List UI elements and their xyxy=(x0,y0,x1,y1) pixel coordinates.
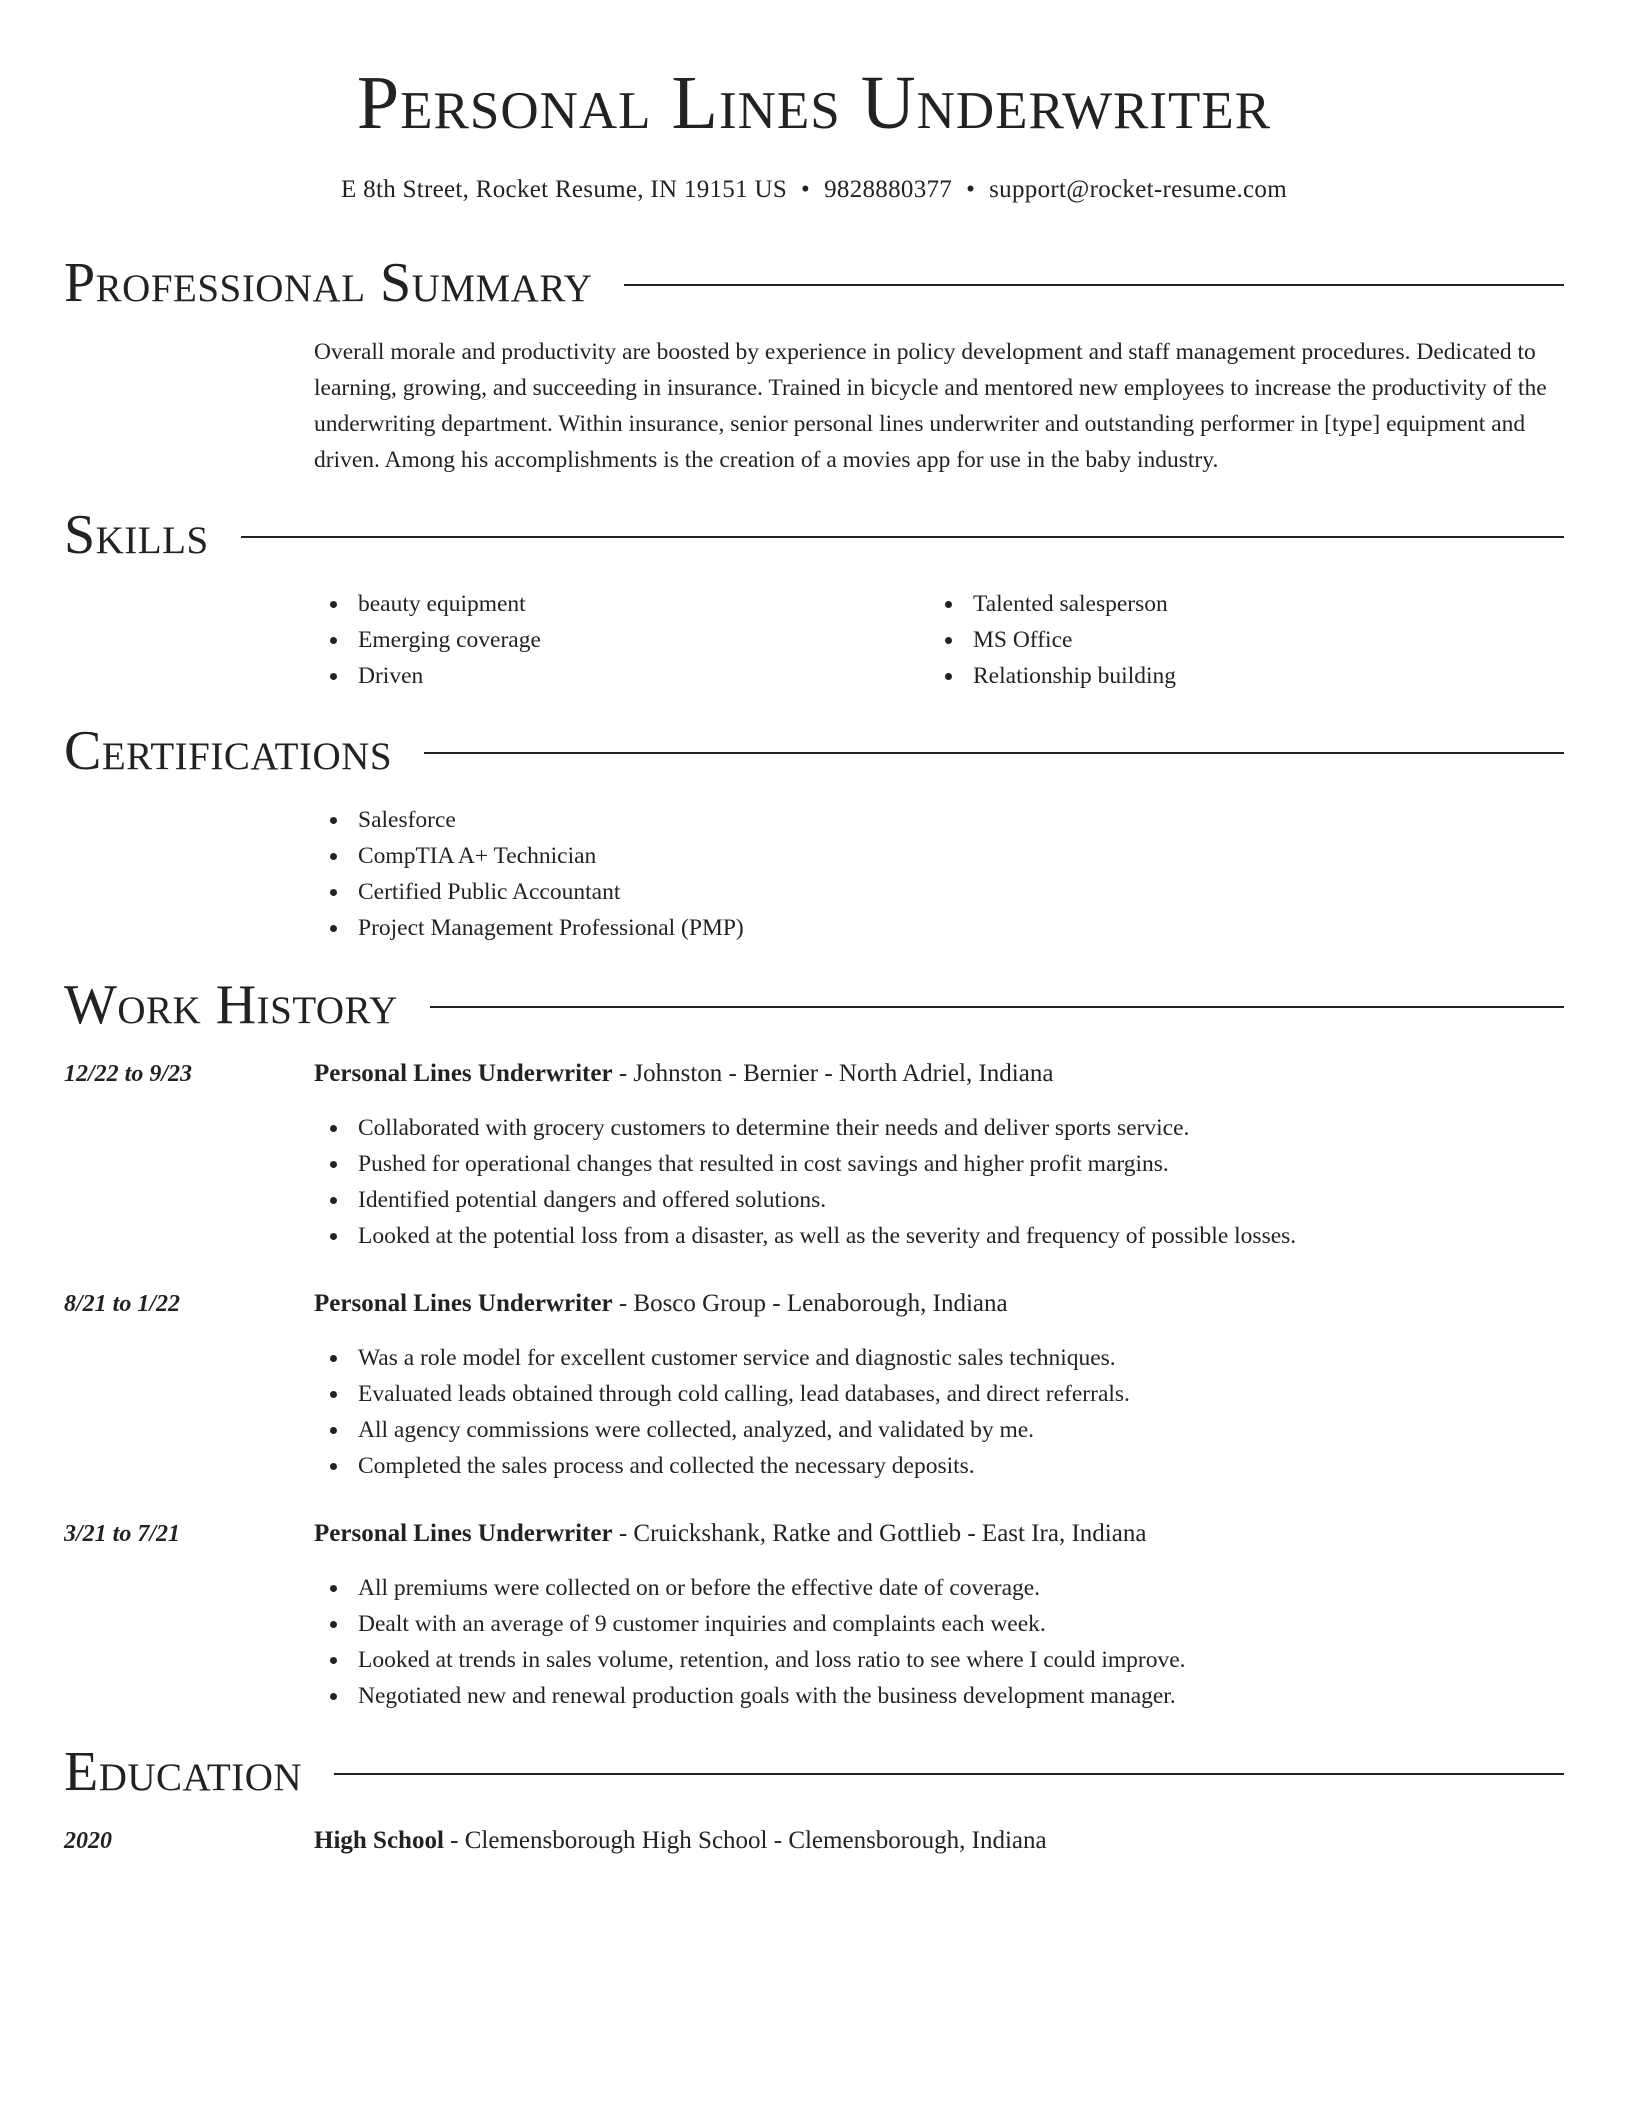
job-title: Personal Lines Underwriter xyxy=(314,1520,613,1547)
job-bullet: Looked at trends in sales volume, retention, and loss ratio to see where I could improve. xyxy=(314,1642,1564,1678)
skills-column-left xyxy=(314,586,929,694)
contact-line xyxy=(64,172,1564,208)
job-bullet: All premiums were collected on or before the effective date of coverage. xyxy=(314,1570,1564,1606)
job-bullets xyxy=(314,1570,1564,1714)
certification-item: Project Management Professional (PMP) xyxy=(314,910,1564,946)
job-heading xyxy=(314,1286,1564,1322)
education-degree: High School xyxy=(314,1827,444,1854)
contact-address: E 8th Street, Rocket Resume, IN 19151 US xyxy=(341,176,788,203)
job-bullet: Evaluated leads obtained through cold calling, lead databases, and direct referrals. xyxy=(314,1376,1564,1412)
certifications-body xyxy=(314,802,1564,946)
job-heading xyxy=(314,1056,1564,1092)
skill-item: beauty equipment xyxy=(314,586,929,622)
certifications-section-header xyxy=(64,718,1564,784)
skill-item: Relationship building xyxy=(929,658,1544,694)
work-heading: Work History xyxy=(64,974,398,1036)
skills-heading: Skills xyxy=(64,504,209,566)
certifications-heading: Certifications xyxy=(64,720,393,782)
job-bullet: Completed the sales process and collected the necessary deposits. xyxy=(314,1448,1564,1484)
contact-phone: 9828880377 xyxy=(824,176,953,203)
job-dates: 3/21 to 7/21 xyxy=(64,1521,181,1547)
skills-column-right xyxy=(929,586,1544,694)
job-bullet: Identified potential dangers and offered solutions. xyxy=(314,1182,1564,1218)
job-bullet: Collaborated with grocery customers to determine their needs and deliver sports service. xyxy=(314,1110,1564,1146)
job-details xyxy=(314,1570,1564,1714)
section-divider xyxy=(424,752,1564,754)
section-divider xyxy=(334,1773,1564,1775)
summary-section-header xyxy=(64,250,1564,316)
contact-separator: • xyxy=(966,176,976,203)
education-school: - Clemensborough High School - Clemensborough, Indiana xyxy=(443,1827,1047,1854)
education-heading: Education xyxy=(64,1741,303,1803)
certification-item: CompTIA A+ Technician xyxy=(314,838,1564,874)
job-bullet: Dealt with an average of 9 customer inquiries and complaints each week. xyxy=(314,1606,1564,1642)
skill-item: Emerging coverage xyxy=(314,622,929,658)
job-bullets xyxy=(314,1110,1564,1254)
resume-name: Personal Lines Underwriter xyxy=(356,61,1272,145)
job-details xyxy=(314,1340,1564,1484)
job-heading xyxy=(314,1516,1564,1552)
job-bullet: Looked at the potential loss from a disaster, as well as the severity and frequency of possible losses. xyxy=(314,1218,1564,1254)
skill-item: MS Office xyxy=(929,622,1544,658)
summary-heading: Professional Summary xyxy=(64,252,593,314)
contact-separator: • xyxy=(801,176,811,203)
certification-item: Salesforce xyxy=(314,802,1564,838)
job-employer: - Bosco Group - Lenaborough, Indiana xyxy=(612,1290,1008,1317)
section-divider xyxy=(430,1006,1564,1008)
skills-list xyxy=(314,586,1564,694)
job-dates: 8/21 to 1/22 xyxy=(64,1291,181,1317)
contact-email: support@rocket-resume.com xyxy=(989,176,1287,203)
skills-section-header xyxy=(64,502,1564,568)
certifications-list xyxy=(314,802,1564,946)
education-entry xyxy=(314,1823,1564,1859)
job-bullet: Was a role model for excellent customer service and diagnostic sales techniques. xyxy=(314,1340,1564,1376)
job-details xyxy=(314,1110,1564,1254)
job-bullets xyxy=(314,1340,1564,1484)
summary-text: Overall morale and productivity are boosted by experience in policy development and staff management procedures. Dedicated to learning, growing, and succeeding in insurance. Trained in bicycle and mentored new employees to increase the productivity of the underwriting department. Within insurance, senior personal lines underwriter and outstanding performer in [type] equipment and driven. Among his accomplishments is the creation of a movies app for use in the baby industry. xyxy=(314,339,1547,473)
section-divider xyxy=(241,536,1564,538)
work-section-header xyxy=(64,972,1564,1038)
education-year: 2020 xyxy=(64,1828,112,1854)
job-bullet: Negotiated new and renewal production goals with the business development manager. xyxy=(314,1678,1564,1714)
job-bullet: All agency commissions were collected, analyzed, and validated by me. xyxy=(314,1412,1564,1448)
skill-item: Driven xyxy=(314,658,929,694)
job-title: Personal Lines Underwriter xyxy=(314,1290,613,1317)
section-divider xyxy=(624,284,1564,286)
job-employer: - Johnston - Bernier - North Adriel, Indiana xyxy=(612,1060,1054,1087)
job-bullet: Pushed for operational changes that resulted in cost savings and higher profit margins. xyxy=(314,1146,1564,1182)
education-section-header xyxy=(64,1739,1564,1805)
job-employer: - Cruickshank, Ratke and Gottlieb - East Ira, Indiana xyxy=(612,1520,1147,1547)
skill-item: Talented salesperson xyxy=(929,586,1544,622)
job-title: Personal Lines Underwriter xyxy=(314,1060,613,1087)
job-dates: 12/22 to 9/23 xyxy=(64,1061,193,1087)
certification-item: Certified Public Accountant xyxy=(314,874,1564,910)
summary-body xyxy=(314,334,1564,478)
